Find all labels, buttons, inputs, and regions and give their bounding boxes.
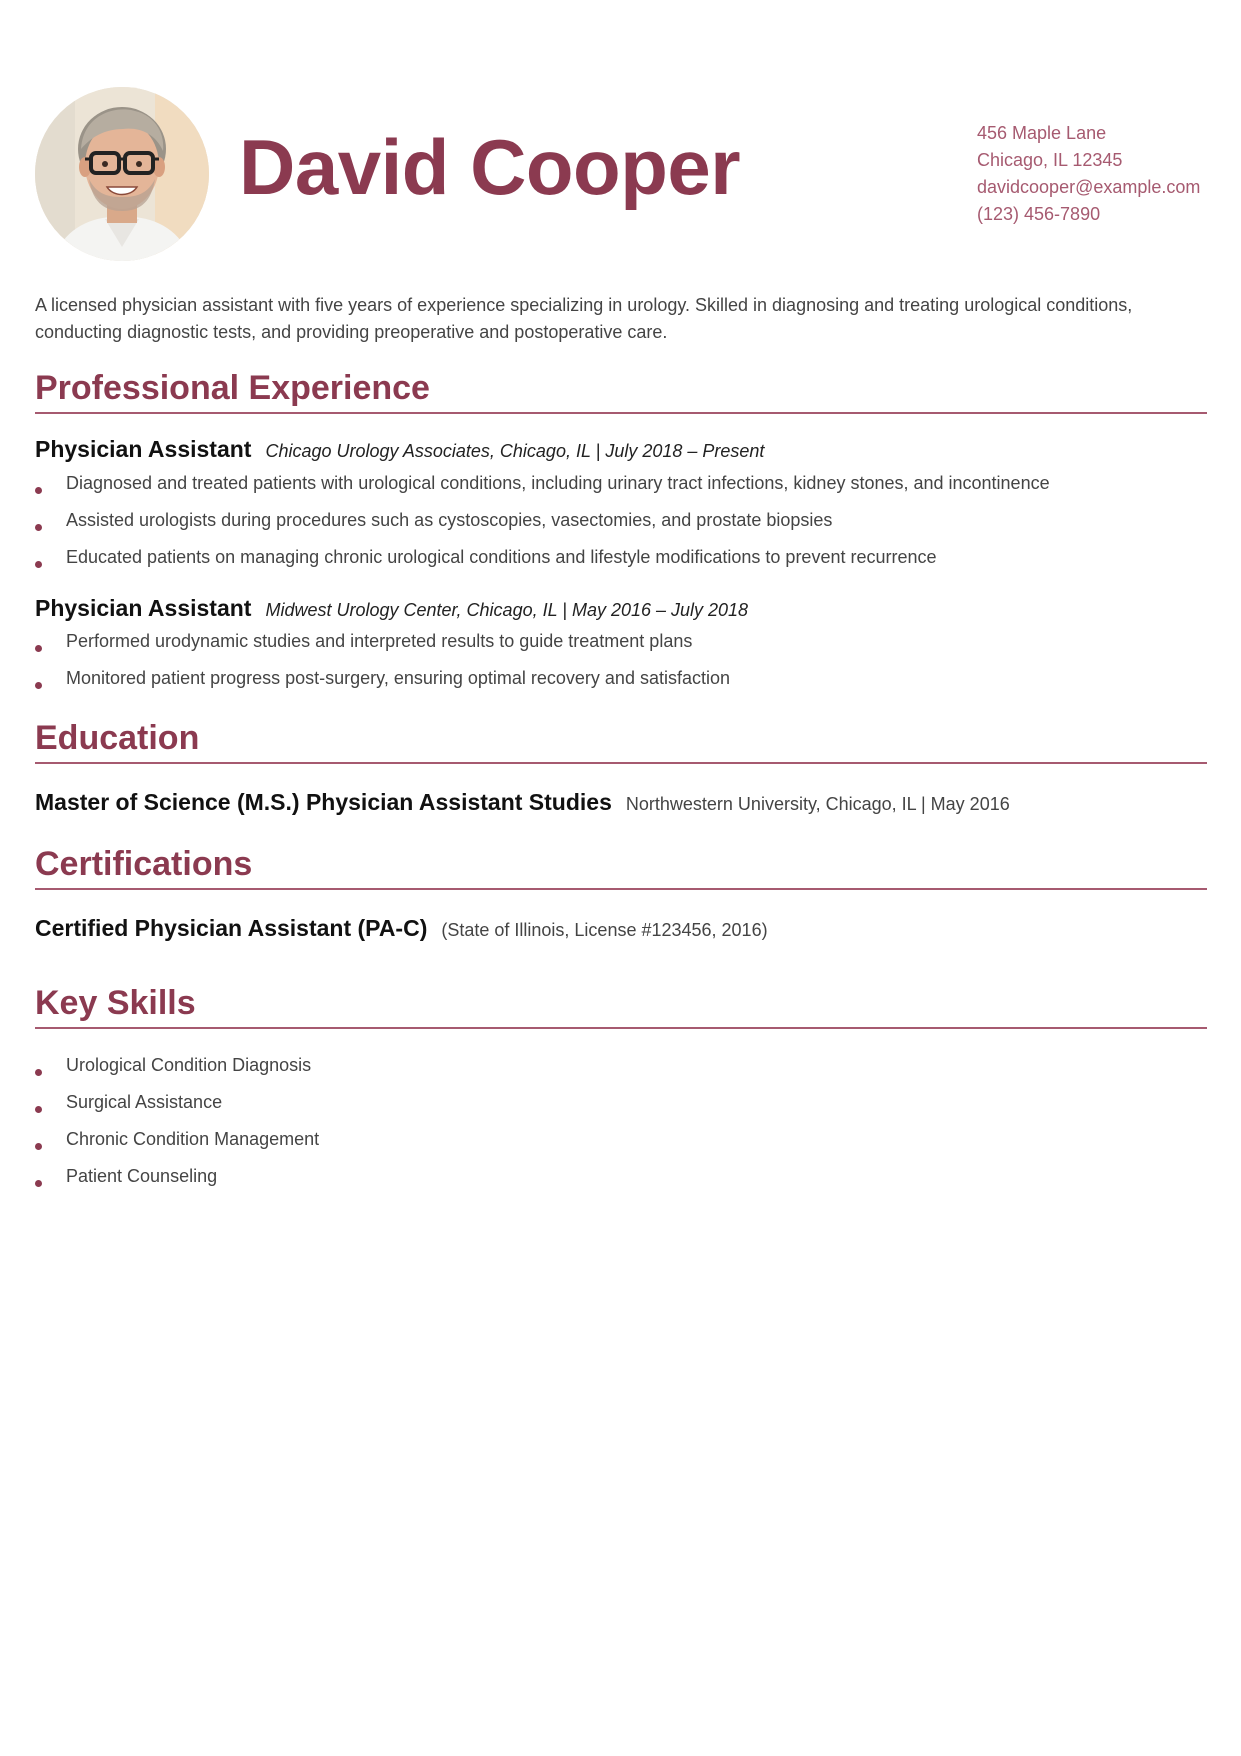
list-item: Monitored patient progress post-surgery, ensuring optimal recovery and satisfaction bbox=[35, 665, 1207, 702]
contact-email[interactable]: davidcooper@example.com bbox=[977, 177, 1201, 197]
skills-list bbox=[35, 1052, 1207, 1200]
certification-name: Certified Physician Assistant (PA-C) bbox=[35, 915, 428, 941]
certification-detail: (State of Illinois, License #123456, 2016) bbox=[441, 920, 768, 940]
list-item: Urological Condition Diagnosis bbox=[35, 1052, 1207, 1089]
profile-photo bbox=[35, 87, 209, 261]
list-item: Patient Counseling bbox=[35, 1163, 1207, 1200]
contact-address: 456 Maple Lane bbox=[977, 123, 1107, 143]
contact-phone[interactable]: (123) 456-7890 bbox=[977, 204, 1101, 224]
job-header bbox=[35, 436, 764, 463]
professional-summary: A licensed physician assistant with five years of experience specializing in urology. Skilled in diagnosing and treating urological conditions, conducting diagnostic tests, and providing preoperative and postoperative care. bbox=[35, 295, 1133, 342]
job-header bbox=[35, 595, 748, 622]
contact-city: Chicago, IL 12345 bbox=[977, 150, 1123, 170]
contact-info bbox=[977, 120, 1200, 228]
certification-entry bbox=[35, 915, 768, 942]
resume-header bbox=[35, 0, 1207, 270]
list-item: Chronic Condition Management bbox=[35, 1126, 1207, 1163]
candidate-name: David Cooper bbox=[239, 123, 741, 211]
portrait-illustration bbox=[35, 87, 209, 261]
resume-page bbox=[35, 0, 1207, 1186]
degree-name: Master of Science (M.S.) Physician Assistant Studies bbox=[35, 789, 612, 815]
job-title: Physician Assistant bbox=[35, 436, 252, 462]
education-entry bbox=[35, 789, 1010, 816]
list-item: Assisted urologists during procedures such as cystoscopies, vasectomies, and prostate biopsies bbox=[35, 507, 1207, 544]
job-bullets bbox=[35, 470, 1207, 581]
job-meta: Midwest Urology Center, Chicago, IL | May 2016 – July 2018 bbox=[265, 600, 749, 620]
section-title-certifications: Certifications bbox=[35, 844, 1207, 890]
list-item: Educated patients on managing chronic urological conditions and lifestyle modifications to prevent recurrence bbox=[35, 544, 1207, 581]
list-item: Diagnosed and treated patients with urological conditions, including urinary tract infections, kidney stones, and incontinence bbox=[35, 470, 1207, 507]
section-title-experience: Professional Experience bbox=[35, 368, 1207, 414]
school-info: Northwestern University, Chicago, IL | May 2016 bbox=[625, 794, 1010, 814]
list-item: Performed urodynamic studies and interpreted results to guide treatment plans bbox=[35, 628, 1207, 665]
job-bullets bbox=[35, 628, 1207, 702]
job-meta: Chicago Urology Associates, Chicago, IL | July 2018 – Present bbox=[265, 441, 765, 461]
section-title-education: Education bbox=[35, 718, 1207, 764]
job-title: Physician Assistant bbox=[35, 595, 252, 621]
list-item: Surgical Assistance bbox=[35, 1089, 1207, 1126]
section-title-skills: Key Skills bbox=[35, 983, 1207, 1029]
